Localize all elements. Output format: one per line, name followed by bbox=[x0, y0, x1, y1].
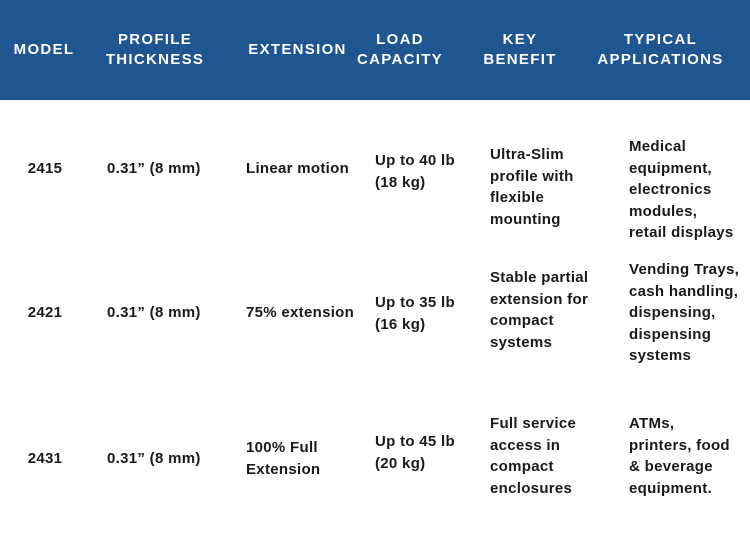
column-header-key-benefit: KEY BENEFIT bbox=[483, 31, 557, 68]
cell-key-benefit: Full service access in compact enclosures bbox=[490, 415, 577, 497]
column-header-typical-applications: TYPICAL APPLICATIONS bbox=[597, 31, 724, 68]
column-header-load-capacity: LOAD CAPACITY bbox=[357, 31, 443, 68]
cell-model: 2421 bbox=[27, 304, 63, 321]
cell-extension: Linear motion bbox=[246, 160, 350, 177]
table-header bbox=[0, 0, 750, 100]
column-header-model: MODEL bbox=[13, 41, 75, 58]
cell-key-benefit: Ultra-Slim profile with flexible mounting bbox=[490, 146, 574, 228]
column-header-profile-thickness: PROFILE THICKNESS bbox=[105, 31, 205, 68]
cell-load-capacity: Up to 45 lb (20 kg) bbox=[375, 433, 455, 472]
cell-load-capacity: Up to 40 lb (18 kg) bbox=[375, 152, 455, 191]
cell-load-capacity: Up to 35 lb (16 kg) bbox=[375, 294, 455, 333]
cell-typical-applications: ATMs, printers, food & beverage equipment. bbox=[629, 415, 730, 497]
cell-profile-thickness: 0.31” (8 mm) bbox=[107, 304, 201, 321]
cell-model: 2415 bbox=[27, 160, 63, 177]
cell-extension: 75% extension bbox=[246, 304, 355, 321]
cell-typical-applications: Medical equipment, electronics modules, retail displays bbox=[629, 138, 734, 241]
cell-extension: 100% Full Extension bbox=[246, 439, 321, 478]
cell-model: 2431 bbox=[27, 450, 63, 467]
column-header-extension: EXTENSION bbox=[248, 41, 347, 58]
cell-typical-applications: Vending Trays, cash handling, dispensing, dispensing systems bbox=[629, 261, 740, 364]
cell-profile-thickness: 0.31” (8 mm) bbox=[107, 160, 201, 177]
cell-key-benefit: Stable partial extension for compact systems bbox=[490, 269, 589, 351]
cell-profile-thickness: 0.31” (8 mm) bbox=[107, 450, 201, 467]
